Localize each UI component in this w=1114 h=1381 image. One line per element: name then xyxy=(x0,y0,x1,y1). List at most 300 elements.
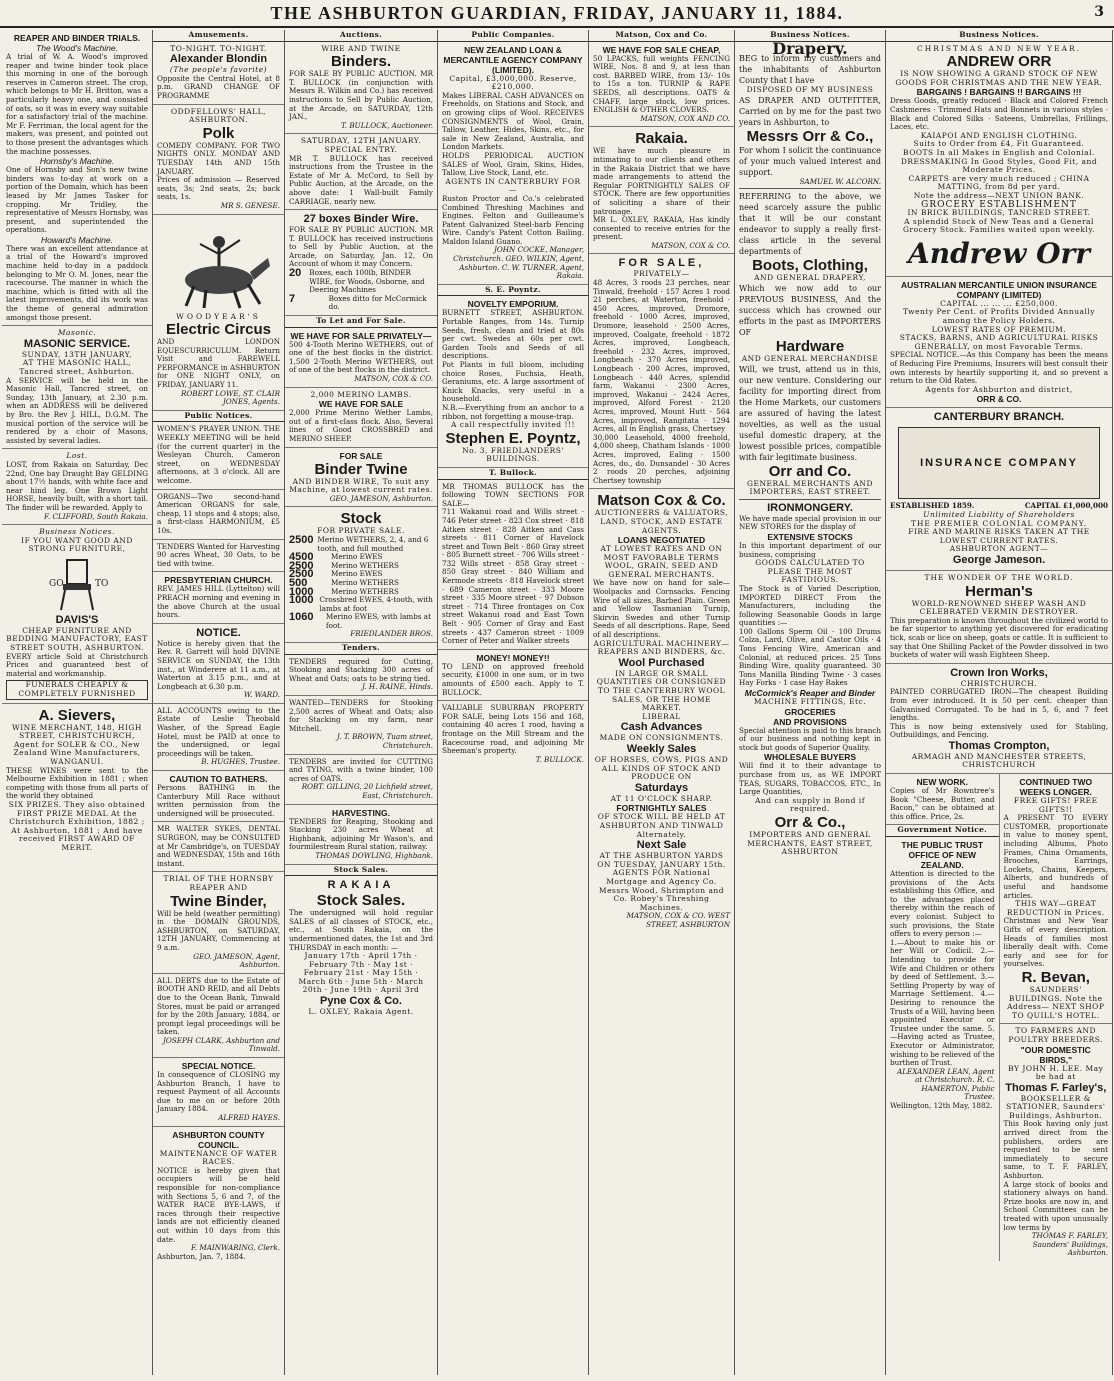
ad-title: MASONIC SERVICE. xyxy=(23,337,131,350)
ad-title: THE PUBLIC TRUST OFFICE OF NEW ZEALAND. xyxy=(901,840,984,871)
auction-ad xyxy=(285,42,437,135)
business-name: Stephen E. Poyntz, xyxy=(445,429,581,447)
ad-signature: L. OXLEY, Rakaia Agent. xyxy=(308,1007,414,1017)
ad-title: NOVELTY EMPORIUM. xyxy=(467,299,559,310)
ad-line: No. 3, FRIEDLANDERS' BUILDINGS. xyxy=(462,445,564,464)
sievers-ad xyxy=(2,704,152,856)
stock-quantity: 500 xyxy=(289,576,308,589)
ad-line: FREE GIFTS! FREE GIFTS!! xyxy=(1013,796,1098,814)
ad-body: ALL ACCOUNTS owing to the Estate of Leslie Theobald Washer, of the Spread Eagle Hotel, must be PAID at once to the undersigned, or legal proceedings will be taken. xyxy=(157,705,280,758)
ad-line: IN BRICK BUILDINGS, TANCRED STREET. xyxy=(907,208,1091,218)
fencing-wire-ad xyxy=(589,42,734,128)
business-name: DAVIS'S xyxy=(55,613,99,626)
ad-body: WANTED—TENDERS for Stooking 2,500 acres of Wheat and Oats; also for Stacking on my farm, near Mitchell. xyxy=(289,698,433,733)
ad-body: Will find it to their advantage to purchase from us, as WE IMPORT TEAS, SUGARS, TOBACCOS, ETC., In Large Quantities, xyxy=(739,761,881,797)
notice-item xyxy=(153,974,284,1058)
stock-quantity: 4500 xyxy=(289,551,314,564)
stock-quantity: 2500 xyxy=(289,568,314,581)
article-heading: REAPER AND BINDER TRIALS. xyxy=(13,33,141,43)
ad-title: Drapery. xyxy=(772,38,848,58)
reaper-trials-article xyxy=(2,30,152,326)
stock-description: Merino EWES, with lambs at foot. xyxy=(325,612,431,630)
ad-title: HARVESTING. xyxy=(332,807,390,818)
ad-title: RAKAIA xyxy=(327,879,395,892)
national-insurance-ad xyxy=(886,408,1112,571)
business-name: Orr & Co., xyxy=(774,813,846,831)
notice-item xyxy=(153,1127,284,1265)
stock-sales-ad xyxy=(285,876,437,1020)
davis-furniture-ad xyxy=(2,525,152,704)
ad-body: Ruston Proctor and Co.'s celebrated Combined Threshing Machines and Engines. Felton and Guilleaume's Patent Galvanized Steel-barb Fencing Wire. Candy's Patent Cotton Bailing. Maldon Island Guano. xyxy=(442,193,584,246)
ad-title: WHOLESALE BUYERS xyxy=(763,752,857,763)
ad-title: IRONMONGERY. xyxy=(767,501,853,514)
ad-body: 500 4-Tooth Merino WETHERS, out of one of the best flocks in the district. 1,500 2-Tooth Merino WETHERS, out of one of the best flocks in the district. xyxy=(289,339,433,375)
circus-ad xyxy=(153,215,284,411)
section-heading: Lost. xyxy=(66,451,88,461)
ad-signature: GEO. JAMESON, Agent, Ashburton. xyxy=(193,951,280,970)
ad-body: TENDERS Wanted for Harvesting 90 acres Wheat, 30 Oats, to be tied with twine. xyxy=(157,541,280,568)
ad-body: MR WALTER SYKES, DENTAL SURGEON, may be CONSULTED at Mr Cambridge's, on TUESDAY and WEDNESDAY, 15th and 16th instant. xyxy=(157,824,280,868)
stock-description: Merino WETHERS xyxy=(331,560,399,570)
ad-signature: THOMAS F. FARLEY, Saunders' Buildings, Ashburton. xyxy=(1031,1231,1108,1258)
ad-title: Stock xyxy=(340,510,382,528)
ad-line: KAIAPOI AND ENGLISH CLOTHING. xyxy=(920,130,1078,140)
ad-line: Agents for Ashburton and district, xyxy=(925,384,1073,394)
article-paragraph: There was an excellent attendance at a trial of the Howard's improved machine held to-day in a paddock belonging to Mr O. M. Jones, near the racecourse. The manner in which the machine, which is fitted with all the latest improvements, did its work was the theme of general admiration amongst those present. xyxy=(6,243,148,322)
ad-line: Suits to Order from £4, Fit Guaranteed. xyxy=(913,139,1085,149)
ad-line: And can supply in Bond if required. xyxy=(755,795,865,814)
notice-item xyxy=(153,822,284,872)
ad-line: WOOL, GRAIN, SEED AND GENERAL MERCHANTS. xyxy=(604,561,719,579)
ad-title: Stock Sales. xyxy=(316,892,406,910)
ad-line: IN LARGE OR SMALL QUANTITIES OR CONSIGNED TO THE CANTERBURY WOOL SALES, OR THE HOME MARKET. xyxy=(596,668,727,713)
ad-body: PAINTED CORRUGATED IRON—The cheapest Building from ever introduced. It is 50 per cent. cheaper than Galvanised Corrugated. To be had in 5, 6, and 7 feet lengths. xyxy=(890,687,1108,723)
ad-signature: T. BULLOCK. xyxy=(535,754,584,764)
lost-ad xyxy=(2,449,152,525)
column-2 xyxy=(153,30,285,1375)
section-heading: Business Notices. xyxy=(886,30,1112,42)
sale-ad xyxy=(285,448,437,508)
ad-title: WE HAVE FOR SALE CHEAP, xyxy=(602,44,721,55)
ad-line: TO FARMERS AND POULTRY BREEDERS. xyxy=(1008,1026,1104,1044)
ad-title: NEW WORK. xyxy=(916,777,968,788)
ad-title: GROCERIES xyxy=(784,706,836,717)
ad-line: ASHBURTON AGENT— xyxy=(949,544,1049,554)
ad-title: Next Sale xyxy=(636,839,687,852)
crown-iron-ad xyxy=(886,664,1112,774)
ad-title: AND PROVISIONS xyxy=(773,716,847,727)
ad-title: McCormick's Reaper and Binder xyxy=(744,688,876,699)
ad-line: THE PREMIER COLONIAL COMPANY. xyxy=(910,518,1088,528)
ad-line: 2,000 MERINO LAMBS. xyxy=(310,389,412,399)
business-name: Matson Cox & Co. xyxy=(597,492,726,510)
sale-ad xyxy=(285,328,437,388)
ad-line: Unlimited Liability of Shareholders xyxy=(923,510,1075,519)
ad-line: WIRE AND TWINE xyxy=(321,43,401,53)
ad-title: MONEY! MONEY!! xyxy=(476,652,550,663)
ad-line: A call respectfully invited !!! xyxy=(450,420,576,430)
ad-title: Boots, Clothing, xyxy=(752,257,868,275)
ad-body: Dress Goods, greatly reduced · Black and Colored French Cashmeres · Trimmed Hats and Bonnets in various styles · Black and Colored Silks · Sateens, Umbrellas, Frillings, Laces, etc. xyxy=(890,96,1108,132)
emblem-text: INSURANCE COMPANY xyxy=(920,456,1078,469)
section-heading: Masonic. xyxy=(57,328,97,338)
ad-line: ODDFELLOWS' HALL, ASHBURTON. xyxy=(170,106,267,125)
notice-item xyxy=(153,422,284,489)
masthead xyxy=(0,0,1114,28)
ad-date: Wellington, 12th May, 1882. xyxy=(890,1101,993,1111)
ad-body: TENDERS required for Cutting, Stooking and Stacking 300 acres of Wheat and Oats; oats to be string tied. xyxy=(289,656,433,683)
ad-title: Twine Binder, xyxy=(170,892,267,910)
ad-body: Persons BATHING in the Canterbury Mill Race without written permission from the undersigned will be prosecuted. xyxy=(157,783,280,818)
ad-body: 1.—About to make his or her Will or Codicil. 2.—Intending to provide for Wife and Children or others by deed of Settlement. 3.—Settling Property by way of Marriage Settlement. 4.—Desiring to renounce the Trusts of a Will, having been appointed Executor or Trustee under the same. 5.—Having acted as Trustee, Executor or Administrator, wishing to be relieved of the burthen of Trust. xyxy=(890,937,995,1068)
money-ad xyxy=(438,650,588,701)
ad-signature: F. MAINWARING, Clerk. xyxy=(190,1243,280,1253)
ad-body: REV. JAMES HILL (Lyttelton) will PREACH morning and evening in the above Church at the usual hours. xyxy=(157,584,280,620)
public-trust-ad xyxy=(886,837,999,1114)
ad-signature: MATSON, COX & CO. xyxy=(354,374,433,383)
ad-body: This Book having only just arrived direct from the publishers, orders are requested to be sent immediately to secure same, to T. F. FARLEY, Ashburton. xyxy=(1003,1119,1108,1181)
column-5 xyxy=(589,30,735,1375)
section-heading: Business Notices. xyxy=(735,30,885,42)
divider xyxy=(739,188,881,189)
stock-description: Crossbred EWES, 4-tooth, with lambs at foot xyxy=(319,595,433,613)
ad-line: BOOTS In all Makes in English and Colonial. xyxy=(903,147,1095,157)
ad-body: Which we now add to our PREVIOUS BUSINESS, And the success which has crowned our efforts in the past as IMPORTERS OF xyxy=(739,283,881,337)
ad-body: VALUABLE SUBURBAN PROPERTY FOR SALE, being Lots 156 and 168, containing 40 acres 1 rood, having a frontage on the Mill Stream and the Racecourse road, and adjoining Mr Sheeman's property. xyxy=(442,703,584,756)
ad-body: FOR SALE BY PUBLIC AUCTION. MR T. BULLOCK has received instructions to Sell by Public Auction, at the Arcade, on Saturday, Jan. 12, On Account of whom it may Concern. xyxy=(289,225,433,269)
ad-body: A PRESENT TO EVERY CUSTOMER, proportionate in value to money spent, including Albums, Photo Frames, China Ornaments, Brooches, Earrings, Lockets, Chains, Keepers, Alberts, and hundreds of useful and handsome articles. xyxy=(1003,813,1108,900)
ad-title: BARGAINS ! BARGAINS !! BARGAINS !!! xyxy=(916,87,1082,98)
stock-description: Merino EWES xyxy=(331,569,383,579)
ad-body: Prices of admission — Reserved seats, 3s; 2nd seats, 2s; back seats, 1s. xyxy=(157,175,280,202)
ad-line: AGRICULTURAL MACHINERY—REAPERS AND BINDERS, &c. xyxy=(593,638,730,657)
section-heading: Public Notices. xyxy=(153,411,284,423)
lot-description: Boxes, each 100lb, BINDER WIRE, for Woods, Osborne, and Deering Machines xyxy=(309,268,425,295)
ad-line: WOODYEAR'S xyxy=(176,311,261,321)
ad-line: SPECIAL ENTRY. xyxy=(324,144,398,154)
split-right xyxy=(1000,774,1113,1261)
orr-drapery-ad xyxy=(735,38,885,860)
ad-body: AND LONDON EQUESCURRICULUM. Return Visit and FAREWELL PERFORMANCE in ASHBURTON for ONE NIGHT ONLY, on FRIDAY, JANUARY 11. xyxy=(157,337,280,390)
ad-body: A SERVICE will be held in the Masonic Hall, Tancred street, on Sunday, 13th January, at 2.30 p.m. when an ADDRESS will be delivered by Bro. the Rev J. HILL, D.G.M. The musical portion of the service will be rendered by a choir of Masons, assisted by several ladies. xyxy=(6,375,148,445)
notice-item xyxy=(153,704,284,771)
ad-line: TRIAL OF THE HORNSBY REAPER AND xyxy=(163,874,274,892)
sale-dates: January 17th · April 17th · February 7th · May 1st · February 21st · May 15th · March 6th · June 5th · March 20th · June 19th · April 3rd xyxy=(298,951,424,995)
ad-signature: MATSON, COX AND CO. xyxy=(640,113,730,123)
stock-quantity: 1060 xyxy=(289,611,314,624)
stock-description: Merino WETHERS xyxy=(331,577,399,587)
ad-signature: W. WARD. xyxy=(243,690,280,700)
section-heading: Tenders. xyxy=(285,643,437,655)
ad-body: Copies of Mr Rowntree's Book "Cheese, Butter, and Bacon," can be obtained at this office. Price, 2s. xyxy=(890,786,995,821)
section-heading: Business Notices. xyxy=(39,527,115,537)
stock-quantity: 1000 xyxy=(289,594,314,607)
ad-body: WOMEN'S PRAYER UNION. THE WEEKLY MEETING will be held (for the current quarter) in the Wesleyan Church, Cameron street, on WEDNESDAY afternoons, at 3 o'clock. All are welcome. xyxy=(157,424,280,485)
ad-line: PRIVATELY— xyxy=(633,269,690,279)
matson-cox-ad xyxy=(589,489,734,932)
divider xyxy=(739,499,881,500)
ad-title: Binder Twine xyxy=(314,460,408,478)
capital-amount: CAPITAL £1,000,000 xyxy=(1024,501,1108,511)
farley-ad xyxy=(1000,1024,1113,1261)
ad-signature: J. H. RAINE, Hinds. xyxy=(361,682,433,692)
ad-signature: B. HUGHES, Trustee. xyxy=(201,757,280,767)
notice-item xyxy=(153,771,284,822)
ad-body: TENDERS are invited for CUTTING and TYING, with a twine binder, 100 acres of OATS. xyxy=(289,756,433,783)
ad-body: Will be held (weather permitting) in the DOMAIN GROUNDS, ASHBURTON, on SATURDAY, 12TH JANUARY, Commencing at 9 a.m. xyxy=(157,908,280,952)
split-row xyxy=(886,774,1112,1261)
ad-signature: JOSEPH CLARK, Ashburton and Tinwald. xyxy=(163,1035,280,1054)
ad-line: CHRISTCHURCH. xyxy=(960,678,1038,688)
ad-body: In consequence of CLOSING my Ashburton Branch, I have to request Payment of all Accounts due to me on or before 20th January 1884. xyxy=(157,1070,280,1114)
property-list-ad xyxy=(589,254,734,489)
svg-text:TO: TO xyxy=(95,578,109,589)
business-name: Messrs Orr & Co., xyxy=(746,127,874,145)
ad-signature: MATSON, COX & CO. xyxy=(651,240,730,250)
masonic-ad xyxy=(2,326,152,449)
stock-list xyxy=(289,533,433,631)
novelty-ad xyxy=(438,296,588,468)
section-heading: To Let and For Sale. xyxy=(285,316,437,328)
ad-body: Attention is directed to the provisions of the Acts establishing this Office, and to the advantages placed thereby within the reach of every colonist. Subject to such provisions, the State offers to every person :— xyxy=(890,869,995,939)
ad-line: BOOKSELLER & STATIONER, Saunders' Buildings, Ashburton. xyxy=(1006,1093,1106,1120)
ad-line: SIX PRIZES. They also obtained FIRST PRIZE MEDAL At the Christchurch Exhibition, 1882 ; At Ashburton, 1881 ; And have received FIRST AWARD OF MERIT. xyxy=(8,799,146,852)
ad-line: CHRISTMAS AND NEW YEAR. xyxy=(916,43,1082,53)
ad-title: ASHBURTON COUNTY COUNCIL. xyxy=(172,1129,265,1150)
ad-title: Electric Circus xyxy=(165,321,272,339)
ad-line: STACKS, BARNS, AND AGRICULTURAL RISKS GENERALLY, on most Favorable Terms. xyxy=(899,333,1099,351)
stock-quantity: 2500 xyxy=(289,559,314,572)
ad-body: Pot Plants in full bloom, including choice Roses, Fuchsia, Heath, Geraniums, etc. A large assortment of Knick Knacks, very useful in a household. xyxy=(442,360,584,404)
ad-signature: ALFRED HAYES. xyxy=(218,1113,280,1123)
notice-item xyxy=(153,540,284,573)
ad-line: AND BINDER WIRE, To suit any Machine, at lowest current rates. xyxy=(289,476,433,495)
ad-date: Ashburton, Jan. 7, 1884. xyxy=(157,1251,246,1261)
ad-body: Will, we trust, attend us in this, our new venture. Considering our facility for importing direct from the Home Markets, our customers are assured of having the latest novelties, as well as the usual useful domestic drapery, at the lowest possible prices, compatible with fair legitimate business. xyxy=(739,364,881,462)
ad-body: ORGANS—Two second-hand American ORGANS for sale, cheap, 11 stops and 4 stops; also, a first-class HARMONIUM, £5 10s. xyxy=(157,491,280,535)
lot-row xyxy=(289,292,433,312)
ad-title: NOTICE. xyxy=(196,626,241,639)
lot-row xyxy=(289,269,433,295)
section-heading: Stock Sales. xyxy=(285,865,437,877)
established-year: ESTABLISHED 1859. xyxy=(890,501,975,511)
ad-body: Opposite the Central Hotel, at 8 p.m. GRAND CHANGE OF PROGRAMME xyxy=(157,73,280,100)
ad-title: Polk xyxy=(202,124,235,142)
ad-title: PRESBYTERIAN CHURCH. xyxy=(164,575,273,586)
ad-title: SPECIAL NOTICE. xyxy=(181,1061,256,1072)
ad-line: AGENTS IN CANTERBURY FOR— xyxy=(445,176,581,195)
ad-signature: T. BULLOCK, Auctioneer. xyxy=(341,120,433,130)
chair-illustration-icon xyxy=(6,554,148,614)
lot-quantity: 20 xyxy=(289,267,302,280)
insurance-company-emblem-icon xyxy=(898,427,1100,499)
ad-signature: GEO. JAMESON, Ashburton. xyxy=(329,493,433,503)
ad-title: Wool Purchased xyxy=(618,656,705,669)
sale-ad xyxy=(285,388,437,448)
section-heading: Matson, Cox and Co. xyxy=(589,30,734,42)
ad-body: Christmas and New Year Gifts of every description. Heads of families most liberally dealt with. Come early and see for for yourselves. xyxy=(1003,916,1108,969)
ad-line: AND GENERAL DRAPERY, xyxy=(754,273,866,283)
ad-title: NEW ZEALAND LOAN & MERCANTILE AGENCY COMPANY (LIMITED). xyxy=(443,44,583,75)
ad-body: In this important department of our business, comprising xyxy=(739,540,881,559)
ad-body: HOLDS PERIODICAL AUCTION SALES of Wool, Grain, Skins, Hides, Tallow, Live Stock, Land, etc. xyxy=(442,150,584,178)
ad-body: Notice is hereby given that the Rev. R. Garrett will hold DIVINE SERVICE on SUNDAY, the 13th inst., at Winderere at 11 a.m., at Waterton at 3.15 p.m., and at Longbeach at 6.30 p.m. xyxy=(157,638,280,691)
rakaia-ad xyxy=(589,127,734,254)
ad-title: Alexander Blondin xyxy=(169,53,268,66)
column-6 xyxy=(735,30,886,1375)
business-name: R. Bevan, xyxy=(1021,968,1090,986)
section-heading: Auctions. xyxy=(285,30,437,42)
split-left xyxy=(886,774,1000,1261)
ad-signature: SAMUEL W. ALCORN. xyxy=(799,176,881,186)
ad-title: WE HAVE FOR SALE PRIVATELY— xyxy=(290,330,432,341)
ad-body: FOR SALE BY PUBLIC AUCTION. MR T. BULLOCK (in conjunction with Messrs R. Wilkin and Co.) has received instructions to Sell by Public Auction, at the Arcade, on SATURDAY, 12th JAN., xyxy=(289,69,433,122)
ad-signature: ALEXANDER LEAN, Agent at Christchurch. R. C. HAMERTON, Public Trustee. xyxy=(897,1066,995,1102)
ad-line: GOODS CALCULATED TO PLEASE THE MOST FASTIDIOUS. xyxy=(755,558,865,585)
stock-description: Merino WETHERS xyxy=(331,586,399,596)
ad-line: (The people's favorite) xyxy=(169,65,268,75)
auction-ad xyxy=(285,210,437,316)
column-4 xyxy=(438,30,589,1375)
property-list: 30,000 Leasehold, 4000 freehold, 4,000 sheep, Chatham Islands · 1000 Acres, improved, Ealing · 1500 Acres, do., do. Dunsandel · 30 Acres 2 roods 20 perches, adjoining Chertsey township xyxy=(593,432,730,485)
ad-body: BURNETT STREET, ASHBURTON. Portable Ranges, from 14s. Turnip Seeds, fresh, clean and tried at 80s per cwt. Swedes at 60s per cwt. Garden Tools and Seeds of all descriptions. xyxy=(442,308,584,361)
ad-body: BEG to inform my customers and the inhabitants of Ashburton County that I have xyxy=(739,54,881,86)
article-paragraph: One of Hornsby and Son's new twine binders was to-day at work on a portion of the Domain, which has been leased by Mr James Tasker for cropping. Mr Tridley, the representative of Messrs Hornsby, was present, and superintended the operations. xyxy=(6,165,148,235)
ad-line: MADE ON CONSIGNMENTS. xyxy=(599,733,724,743)
ad-body: MR L. OXLEY, RAKAIA, Has kindly consented to receive entries for the present. xyxy=(593,215,730,242)
business-name: George Jameson. xyxy=(952,553,1046,566)
ad-line: AUCTIONEERS & VALUATORS, LAND, STOCK, AND ESTATE AGENTS. xyxy=(594,508,729,535)
ad-line: DRESSMAKING In Good Styles, Good Fit, and Moderate Prices. xyxy=(900,156,1098,175)
ad-line: WINE MERCHANT, 148, HIGH STREET, CHRISTCHURCH, Agent for SOLER & CO., New Zealand Wine Manufacturers, WANGANUI. xyxy=(12,722,142,766)
ad-title: Binders. xyxy=(330,53,391,71)
notice-item xyxy=(153,1058,284,1127)
ad-body: Makes LIBERAL CASH ADVANCES on Freeholds, on Stations and Stock, and on growing clips of Wool. RECEIVES CONSIGNMENTS of Wool, Grain, Tallow, Leather, Hides, Skins, etc., for sale in New Zealand, Australia, and London Markets. xyxy=(442,90,584,152)
nz-loan-ad xyxy=(438,42,588,285)
ad-body: LOST, from Rakaia on Saturday, Dec 22nd, One bay Draught Bay GELDING about 17½ hands, with white face and near hind leg. One Brown Light HORSE, heavily built, with a short tail. The finder will be rewarded. Apply to xyxy=(6,459,148,512)
ad-line: TO-NIGHT. TO-NIGHT. xyxy=(170,43,267,53)
stock-list: 100 Gallons Sperm Oil · 100 Drums Colza, Lard, Olive, and Castor Oils · 4 Tons Fencing Wire, American and Colonial, at reduced prices. 25 Tons Binding Wire, quality guaranteed. 30 Tons Manilla Binding Twine · 3 cases Hay Forks · 1 case Hay Rakes xyxy=(739,626,881,688)
stock-sale-ad xyxy=(285,507,437,643)
stock-quantity: 1000 xyxy=(289,585,314,598)
ad-body: EVERY article Sold at Christchurch Prices and guaranteed best of material and workmanship. xyxy=(6,651,148,678)
ad-body: This is now being extensively used for Stabling, Outbuildings, and Fencing. xyxy=(890,721,1108,740)
section-heading: S. E. Poyntz. xyxy=(438,285,588,297)
stock-description: Merino EWES xyxy=(331,552,383,562)
ad-line: CARPETS are very much reduced ; CHINA MATTING, from 8d per yard. xyxy=(908,173,1090,192)
ad-body: 50 LPACKS, full weights FENCING WIRE, Nos. 8 and 9, at less than cost. BARBED WIRE, from 13/- 10s to 15s a ton. TURNIP & RAPE SEEDS, all descriptions. OATS & CHAFF, large stock, low prices. ENGLISH & OTHER CLOVERS. xyxy=(593,53,730,115)
ad-body: The Stock is of Varied Description, IMPORTED DIRECT From the Manufacturers, including the following Seasonable Goods in large quantities :— xyxy=(739,583,881,628)
ad-line: AT LOWEST RATES AND ON MOST FAVORABLE TERMS xyxy=(600,544,723,562)
ad-title: CANTERBURY BRANCH. xyxy=(933,411,1065,424)
ad-line: AT THE ASHBURTON YARDS ON TUESDAY, JANUARY 15th. xyxy=(597,851,726,869)
blondin-ad xyxy=(153,42,284,105)
article-subheading: Howard's Machine. xyxy=(40,234,113,245)
business-name: ANDREW ORR xyxy=(946,53,1052,71)
tender-ad xyxy=(285,755,437,805)
lot-quantity: 7 xyxy=(289,292,296,305)
ad-body: WE have much pleasure in intimating to our clients and others in the Rakaia District that we have made arrangements to attend the Regular FORTNIGHTLY SALES OF STOCK. There are few opportunities of soliciting a share of their patronage. xyxy=(593,146,730,216)
ad-signature: MATSON, COX & CO. WEST STREET, ASHBURTON xyxy=(626,911,730,929)
polk-comedy-ad xyxy=(153,105,284,215)
ad-line: A splendid Stock of New Teas and a General Grocery Stock. Families waited upon weekly. xyxy=(903,216,1095,235)
notice-item xyxy=(153,572,284,623)
section-heading: T. Bullock. xyxy=(438,468,588,480)
ad-body: N.B.—Everything from an anchor to a ribbon, not forgetting a mouse-trap. xyxy=(442,402,584,421)
ad-title: EXTENSIVE STOCKS xyxy=(767,531,853,542)
ad-signature: MR S. GENESE. xyxy=(220,200,280,210)
ad-line: LIBERAL xyxy=(642,711,681,721)
town-sections-ad xyxy=(438,480,588,650)
ad-body: NOTICE is hereby given that occupiers will be held responsible for non-compliance with Sections 5, 6 and 7, of the WATER RACE BYE-LAWS, if races through their respective lands are not efficiently cleaned out within 10 days from this date. xyxy=(157,1165,280,1244)
ad-line: OF STOCK WILL BE HELD AT ASHBURTON AND TINWALD Alternately. xyxy=(597,812,726,839)
tender-ad xyxy=(285,655,437,696)
ad-body: Special attention is paid to this branch of our business and nothing kept in stock but goods of Superior Quality. xyxy=(739,725,881,752)
ad-body: TO LEND on approved freehold security, £1000 in one sum, or in two amounts of £500 each. Apply to T. BULLOCK. xyxy=(442,661,584,697)
section-heading: Government Notice. xyxy=(886,825,999,837)
funerals-box: FUNERALS CHEAPLY & COMPLETELY FURNISHED xyxy=(6,680,148,699)
business-name: A. Sievers, xyxy=(38,706,116,724)
ad-body: THESE WINES were sent to the Melbourne Exhibition in 1881 ; when competing with those from all parts of the world they obtained xyxy=(6,765,148,801)
ad-title: Herman's xyxy=(965,582,1033,600)
signature-text: Andrew Orr xyxy=(908,236,1090,270)
andrew-orr-ad xyxy=(886,42,1112,277)
ad-title: FORTNIGHTLY SALES xyxy=(616,803,707,814)
business-name: Pyne Cox & Co. xyxy=(320,995,402,1008)
ad-body: SPECIAL NOTICE.—As this Company has been the means of Reducing Fire Premiums, Insurers will best consult their own interests by heartily supporting it, and so prevent a return to the Old Rates. xyxy=(890,350,1108,386)
ad-title: Saturdays xyxy=(634,781,689,794)
ad-line: THE WONDER OF THE WORLD. xyxy=(924,572,1074,582)
ad-body: For whom I solicit the continuance of your much valued interest and support. xyxy=(739,145,881,177)
article-subheading: The Wood's Machine. xyxy=(36,43,118,53)
ad-line: OF HORSES, COWS, PIGS AND ALL KINDS OF STOCK AND PRODUCE ON xyxy=(594,754,729,782)
ad-line: BY JOHN H. LEE. May be had at xyxy=(1008,1063,1104,1082)
ad-line: Capital, £3,000,000. Reserve, £210,000. xyxy=(449,73,577,92)
section-heading: Amusements. xyxy=(153,30,284,42)
ad-line: GROCERY ESTABLISHMENT xyxy=(921,199,1077,210)
ad-line: CHEAP FURNITURE AND BEDDING MANUFACTORY, EAST STREET SOUTH, ASHBURTON. xyxy=(6,625,148,653)
ad-body: MR THOMAS BULLOCK has the following TOWN SECTIONS FOR SALE— xyxy=(442,481,584,508)
newspaper-title: THE ASHBURTON GUARDIAN, FRIDAY, JANUARY 11, 1884. xyxy=(270,3,844,23)
column-3 xyxy=(285,30,438,1375)
ad-line: LOWEST RATES OF PREMIUM. xyxy=(931,324,1067,334)
ad-line: Note the address—NEXT UNION BANK. xyxy=(913,190,1085,200)
business-name: ORR & CO. xyxy=(976,394,1022,405)
ad-title: FOR SALE xyxy=(339,450,383,461)
article-subheading: Hornsby's Machine. xyxy=(39,156,115,167)
ad-signature: THOMAS DOWLING, Highbank. xyxy=(315,850,433,860)
business-name: Thomas F. Farley's, xyxy=(1005,1081,1107,1094)
ad-line: AGENTS FOR National Mortgage and Agency Co. Messrs Wood, Shrimpton and Co. Robey's Threshing Machines. xyxy=(598,868,725,912)
column-1 xyxy=(2,30,153,1375)
ad-body: ALL DEBTS due to the Estate of BOOTH AND REID, and all Debts due to the Ocean Bank, Tinwald Stores, must be paid or arranged for by the 20th January, 1884, or prompt legal proceedings will be taken. xyxy=(157,975,280,1037)
ad-body: MR T. BULLOCK has received instructions from the Trustee in the Estate of Mr A. McCord, to Sell by Public Auction, at the Arcade, on the above date: 1 Wall-built Family CARRIAGE, nearly new. xyxy=(289,153,433,206)
stock-row xyxy=(289,613,433,630)
tender-ad xyxy=(285,696,437,755)
ad-date: SUNDAY, 13TH JANUARY, xyxy=(21,349,133,359)
ad-title: AUSTRALIAN MERCANTILE UNION INSURANCE COMPANY (LIMITED) xyxy=(901,279,1097,300)
ad-line: CAPITAL ... ... ... £250,000. xyxy=(940,298,1058,308)
ad-body: A large stock of books and stationery always on hand. Prize books are now in, and School Committees can be treated with upon unusually low terms by xyxy=(1003,1179,1108,1232)
ad-line: IF YOU WANT GOOD AND STRONG FURNITURE, xyxy=(21,535,133,554)
andrew-orr-signature xyxy=(890,235,1108,273)
stock-quantity: 2500 xyxy=(289,533,314,546)
ad-line: IS NOW SHOWING A GRAND STOCK OF NEW GOODS FOR CHRISTMAS AND THE NEW YEAR. xyxy=(895,69,1103,87)
circus-rider-illustration-icon xyxy=(157,218,280,313)
business-name: Thomas Crompton, xyxy=(948,739,1050,752)
ad-line: THIS WAY—GREAT REDUCTION in Prices. xyxy=(1006,899,1105,917)
bevan-ad xyxy=(1000,774,1113,1024)
